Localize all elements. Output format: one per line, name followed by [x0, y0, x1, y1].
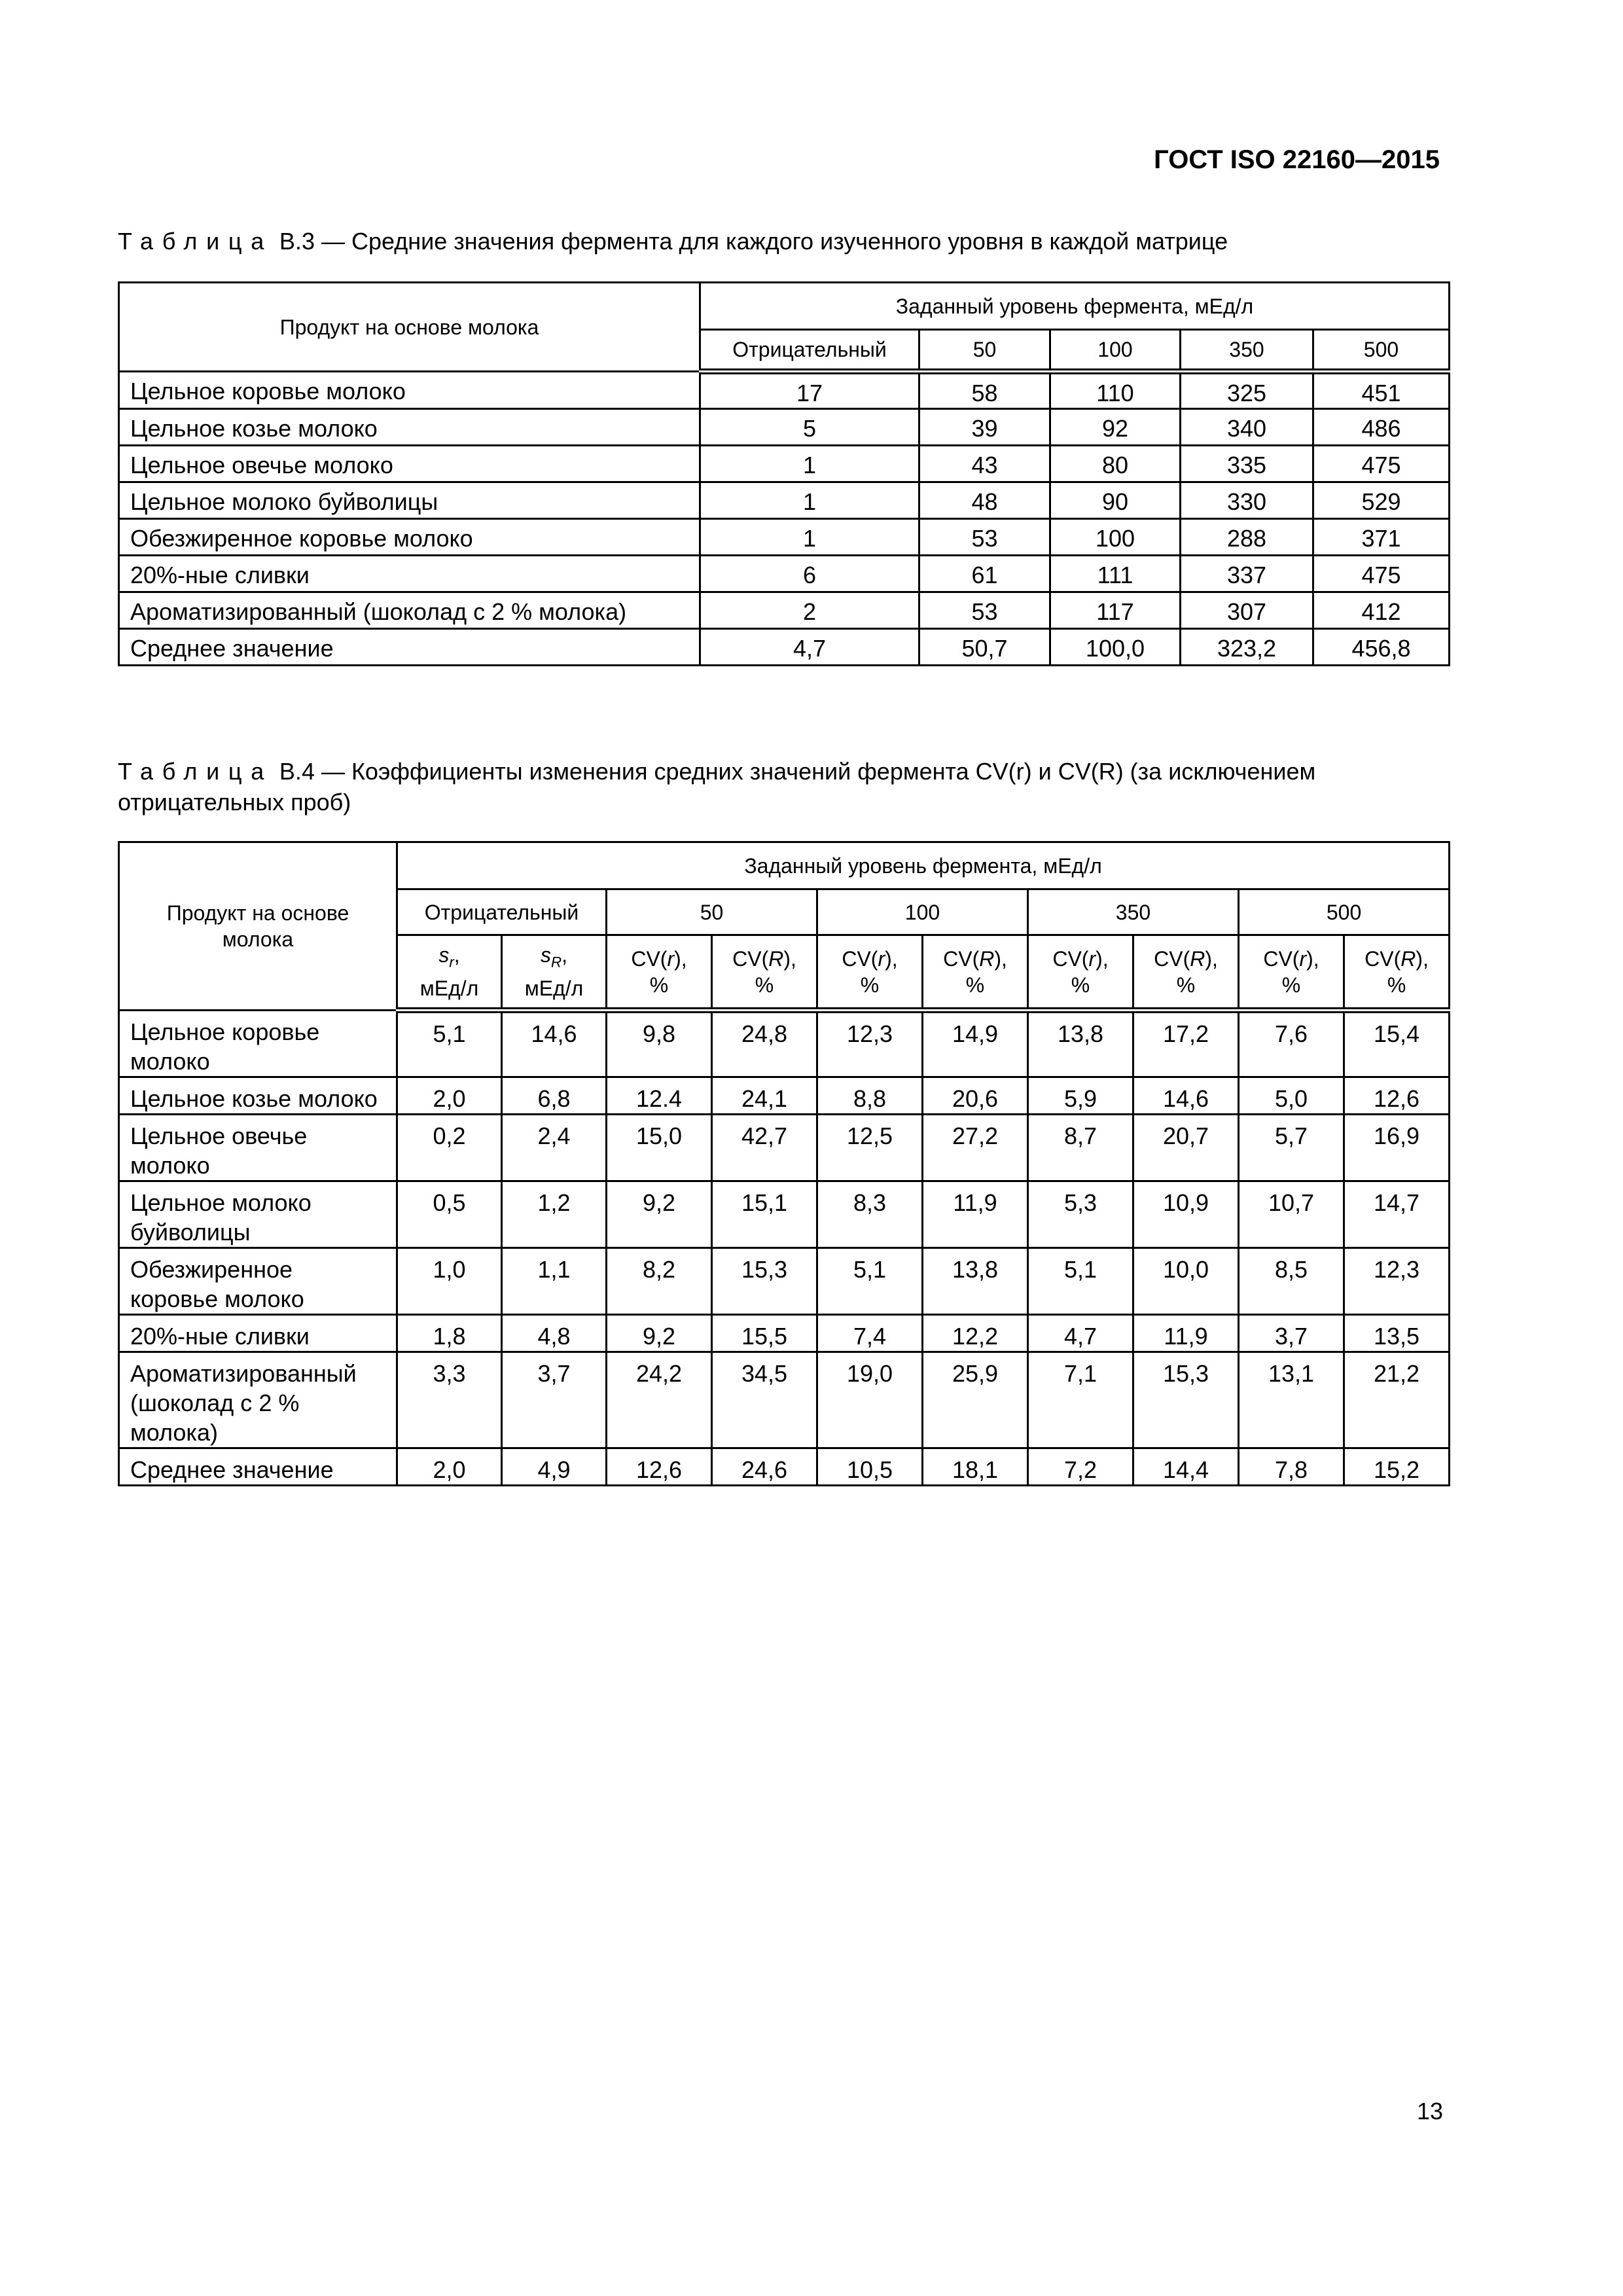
table4-subheader-cvr: CV(r), %: [1239, 935, 1344, 1011]
table4-header-level: Отрицательный: [397, 889, 607, 935]
table-row: [119, 1181, 1450, 1248]
row-value-cell: 8,7: [1028, 1115, 1133, 1181]
row-value-cell: 15,0: [607, 1115, 712, 1181]
table3-header-level: 50: [919, 330, 1050, 372]
row-value-cell: 6,8: [502, 1077, 607, 1115]
row-value-cell: 18,1: [923, 1448, 1028, 1486]
row-value-cell: 110: [1050, 372, 1181, 409]
row-product-name: Цельное козье молоко: [119, 409, 700, 446]
row-value-cell: 24,8: [712, 1011, 817, 1077]
row-value-cell: 12.4: [607, 1077, 712, 1115]
row-value-cell: 412: [1313, 592, 1450, 629]
table4-subheader-pct: %: [755, 973, 774, 997]
row-value-cell: 1,0: [397, 1248, 502, 1315]
table-row: [119, 1448, 1450, 1486]
row-value-cell: 15,5: [712, 1315, 817, 1352]
table4-subheader-pct: %: [860, 973, 880, 997]
page-number: 13: [1416, 2098, 1443, 2125]
row-value-cell: 1,2: [502, 1181, 607, 1248]
row-value-cell: 90: [1050, 482, 1181, 519]
table4-body: [119, 1011, 1450, 1486]
row-value-cell: 15,3: [1133, 1352, 1239, 1448]
row-product-name: 20%-ные сливки: [119, 556, 700, 592]
row-value-cell: 1,1: [502, 1248, 607, 1315]
row-value-cell: 11,9: [923, 1181, 1028, 1248]
row-value-cell: 92: [1050, 409, 1181, 446]
row-value-cell: 12,3: [817, 1011, 923, 1077]
table3-header-level: Отрицательный: [700, 330, 919, 372]
row-value-cell: 27,2: [923, 1115, 1028, 1181]
row-product-name: Среднее значение: [119, 1448, 397, 1486]
row-value-cell: 61: [919, 556, 1050, 592]
row-value-cell: 4,8: [502, 1315, 607, 1352]
row-value-cell: 42,7: [712, 1115, 817, 1181]
table-b3: [118, 281, 1450, 666]
row-value-cell: 24,6: [712, 1448, 817, 1486]
table-row: [119, 372, 1450, 409]
row-value-cell: 456,8: [1313, 629, 1450, 666]
document-code: ГОСТ ISO 22160—2015: [1154, 145, 1440, 174]
row-value-cell: 5,9: [1028, 1077, 1133, 1115]
table-row: [119, 1115, 1450, 1181]
row-value-cell: 14,4: [1133, 1448, 1239, 1486]
row-value-cell: 371: [1313, 519, 1450, 556]
row-value-cell: 451: [1313, 372, 1450, 409]
row-value-cell: 13,1: [1239, 1352, 1344, 1448]
table-row: [119, 1248, 1450, 1315]
row-value-cell: 14,7: [1344, 1181, 1450, 1248]
row-value-cell: 1,8: [397, 1315, 502, 1352]
table-row: [119, 446, 1450, 482]
row-value-cell: 111: [1050, 556, 1181, 592]
row-value-cell: 100: [1050, 519, 1181, 556]
table4-subheader-pct: %: [1281, 973, 1301, 997]
row-value-cell: 340: [1181, 409, 1313, 446]
row-value-cell: 15,3: [712, 1248, 817, 1315]
row-value-cell: 475: [1313, 446, 1450, 482]
row-value-cell: 3,3: [397, 1352, 502, 1448]
table3-header-product: Продукт на основе молока: [119, 283, 700, 372]
row-value-cell: 1: [700, 446, 919, 482]
row-value-cell: 10,7: [1239, 1181, 1344, 1248]
row-value-cell: 5,0: [1239, 1077, 1344, 1115]
table4-header-product-text: Продукт на основе молока: [166, 901, 349, 951]
table-b4: [118, 841, 1450, 1486]
row-value-cell: 53: [919, 519, 1050, 556]
table4-header-level: 500: [1239, 889, 1450, 935]
table-row: [119, 482, 1450, 519]
table4-caption: [118, 756, 1446, 817]
table-row: [119, 1352, 1450, 1448]
row-value-cell: 117: [1050, 592, 1181, 629]
row-product-name: Цельное молоко буйволицы: [119, 482, 700, 519]
row-value-cell: 529: [1313, 482, 1450, 519]
row-value-cell: 2,4: [502, 1115, 607, 1181]
table3-body: [119, 372, 1450, 666]
table4-subheader-pct: %: [1387, 973, 1406, 997]
row-value-cell: 288: [1181, 519, 1313, 556]
row-value-cell: 9,2: [607, 1181, 712, 1248]
row-value-cell: 53: [919, 592, 1050, 629]
table4-subheader-unit: мЕд/л: [524, 977, 584, 1001]
table3-caption: [118, 226, 1446, 257]
row-value-cell: 325: [1181, 372, 1313, 409]
table4-subheader-cvR: CV(R), %: [923, 935, 1028, 1011]
table4-subheader-cvR: CV(R), %: [1344, 935, 1450, 1011]
row-value-cell: 5,1: [817, 1248, 923, 1315]
table3-caption-label: Таблица: [118, 228, 273, 255]
row-value-cell: 5,7: [1239, 1115, 1344, 1181]
row-value-cell: 15,1: [712, 1181, 817, 1248]
row-value-cell: 0,5: [397, 1181, 502, 1248]
row-value-cell: 17: [700, 372, 919, 409]
table3-header-level: 350: [1181, 330, 1313, 372]
row-value-cell: 24,1: [712, 1077, 817, 1115]
table-row: [119, 629, 1450, 666]
table4-subheader-pct: %: [1176, 973, 1196, 997]
row-value-cell: 8,5: [1239, 1248, 1344, 1315]
row-product-name: Цельное коровье молоко: [119, 372, 700, 409]
table4-subheader-sR: $s_R$, мЕд/л: [502, 935, 607, 1011]
row-value-cell: 12,6: [607, 1448, 712, 1486]
row-value-cell: 80: [1050, 446, 1181, 482]
row-value-cell: 5,3: [1028, 1181, 1133, 1248]
table4-caption-label: Таблица: [118, 758, 273, 785]
row-value-cell: 16,9: [1344, 1115, 1450, 1181]
table-row: [119, 1315, 1450, 1352]
row-product-name: Ароматизированный (шоколад с 2 % молока): [119, 1352, 397, 1448]
table4-header-level: 100: [817, 889, 1028, 935]
row-value-cell: 21,2: [1344, 1352, 1450, 1448]
table4-header-level: 350: [1028, 889, 1239, 935]
table4-subheader-cvr: CV(r), %: [1028, 935, 1133, 1011]
row-value-cell: 14,9: [923, 1011, 1028, 1077]
table4-header-product: [119, 842, 397, 1011]
row-value-cell: 4,7: [700, 629, 919, 666]
table4-subheader-pct: %: [649, 973, 669, 997]
row-value-cell: 48: [919, 482, 1050, 519]
row-value-cell: 14,6: [1133, 1077, 1239, 1115]
row-value-cell: 2,0: [397, 1077, 502, 1115]
row-value-cell: 24,2: [607, 1352, 712, 1448]
row-value-cell: 11,9: [1133, 1315, 1239, 1352]
row-product-name: Цельное овечье молоко: [119, 1115, 397, 1181]
table4-caption-text: В.4 — Коэффициенты изменения средних значений фермента CV(r) и CV(R) (за исключением отрицательных проб): [118, 758, 1316, 816]
table-row: [119, 519, 1450, 556]
table-row: [119, 556, 1450, 592]
row-value-cell: 8,3: [817, 1181, 923, 1248]
row-value-cell: 323,2: [1181, 629, 1313, 666]
table4-subheader-cvR: CV(R), %: [712, 935, 817, 1011]
row-product-name: Цельное молоко буйволицы: [119, 1181, 397, 1248]
row-value-cell: 13,5: [1344, 1315, 1450, 1352]
row-value-cell: 7,4: [817, 1315, 923, 1352]
row-value-cell: 100,0: [1050, 629, 1181, 666]
row-value-cell: 8,2: [607, 1248, 712, 1315]
row-product-name: 20%-ные сливки: [119, 1315, 397, 1352]
row-product-name: Обезжиренное коровье молоко: [119, 1248, 397, 1315]
row-value-cell: 1: [700, 482, 919, 519]
row-value-cell: 13,8: [923, 1248, 1028, 1315]
row-value-cell: 10,9: [1133, 1181, 1239, 1248]
row-value-cell: 12,2: [923, 1315, 1028, 1352]
row-value-cell: 6: [700, 556, 919, 592]
table-row: [119, 592, 1450, 629]
row-product-name: Среднее значение: [119, 629, 700, 666]
row-product-name: Цельное козье молоко: [119, 1077, 397, 1115]
table3-caption-text: В.3 — Средние значения фермента для каждого изученного уровня в каждой матрице: [272, 228, 1228, 255]
table-row: [119, 409, 1450, 446]
row-value-cell: 7,2: [1028, 1448, 1133, 1486]
row-value-cell: 9,8: [607, 1011, 712, 1077]
table4-subheader-pct: %: [965, 973, 985, 997]
row-value-cell: 19,0: [817, 1352, 923, 1448]
row-value-cell: 20,6: [923, 1077, 1028, 1115]
row-value-cell: 5,1: [1028, 1248, 1133, 1315]
row-value-cell: 13,8: [1028, 1011, 1133, 1077]
table4-subheader-cvr: CV(r), %: [817, 935, 923, 1011]
row-value-cell: 2: [700, 592, 919, 629]
row-value-cell: 475: [1313, 556, 1450, 592]
row-value-cell: 10,5: [817, 1448, 923, 1486]
table4-subheader-sr: $s_r$, мЕд/л: [397, 935, 502, 1011]
row-value-cell: 10,0: [1133, 1248, 1239, 1315]
row-value-cell: 12,3: [1344, 1248, 1450, 1315]
row-value-cell: 7,6: [1239, 1011, 1344, 1077]
table4-header-level-group: Заданный уровень фермента, мЕд/л: [397, 842, 1450, 889]
row-value-cell: 4,7: [1028, 1315, 1133, 1352]
table4-header-level: 50: [607, 889, 817, 935]
row-value-cell: 43: [919, 446, 1050, 482]
row-value-cell: 12,6: [1344, 1077, 1450, 1115]
row-value-cell: 337: [1181, 556, 1313, 592]
row-value-cell: 50,7: [919, 629, 1050, 666]
row-value-cell: 3,7: [502, 1352, 607, 1448]
row-value-cell: 486: [1313, 409, 1450, 446]
row-value-cell: 15,4: [1344, 1011, 1450, 1077]
row-value-cell: 2,0: [397, 1448, 502, 1486]
table-row: [119, 1011, 1450, 1077]
row-value-cell: 34,5: [712, 1352, 817, 1448]
table3-header-level: 100: [1050, 330, 1181, 372]
row-value-cell: 15,2: [1344, 1448, 1450, 1486]
row-value-cell: 8,8: [817, 1077, 923, 1115]
row-value-cell: 39: [919, 409, 1050, 446]
table4-subheader-cvR: CV(R), %: [1133, 935, 1239, 1011]
table4-subheader-unit: мЕд/л: [419, 977, 479, 1001]
row-product-name: Цельное коровье молоко: [119, 1011, 397, 1077]
row-value-cell: 20,7: [1133, 1115, 1239, 1181]
row-value-cell: 25,9: [923, 1352, 1028, 1448]
table3-header-level: 500: [1313, 330, 1450, 372]
table3-header-level-group: Заданный уровень фермента, мЕд/л: [700, 283, 1450, 330]
table4-subheader-cvr: CV(r), %: [607, 935, 712, 1011]
row-product-name: Цельное овечье молоко: [119, 446, 700, 482]
row-value-cell: 5,1: [397, 1011, 502, 1077]
row-value-cell: 307: [1181, 592, 1313, 629]
row-value-cell: 1: [700, 519, 919, 556]
row-value-cell: 14,6: [502, 1011, 607, 1077]
row-product-name: Обезжиренное коровье молоко: [119, 519, 700, 556]
row-value-cell: 17,2: [1133, 1011, 1239, 1077]
row-value-cell: 7,1: [1028, 1352, 1133, 1448]
row-value-cell: 3,7: [1239, 1315, 1344, 1352]
row-value-cell: 58: [919, 372, 1050, 409]
row-value-cell: 9,2: [607, 1315, 712, 1352]
row-product-name: Ароматизированный (шоколад с 2 % молока): [119, 592, 700, 629]
table-row: [119, 1077, 1450, 1115]
row-value-cell: 335: [1181, 446, 1313, 482]
table4-subheader-pct: %: [1071, 973, 1090, 997]
row-value-cell: 4,9: [502, 1448, 607, 1486]
row-value-cell: 330: [1181, 482, 1313, 519]
row-value-cell: 7,8: [1239, 1448, 1344, 1486]
row-value-cell: 12,5: [817, 1115, 923, 1181]
row-value-cell: 5: [700, 409, 919, 446]
row-value-cell: 0,2: [397, 1115, 502, 1181]
